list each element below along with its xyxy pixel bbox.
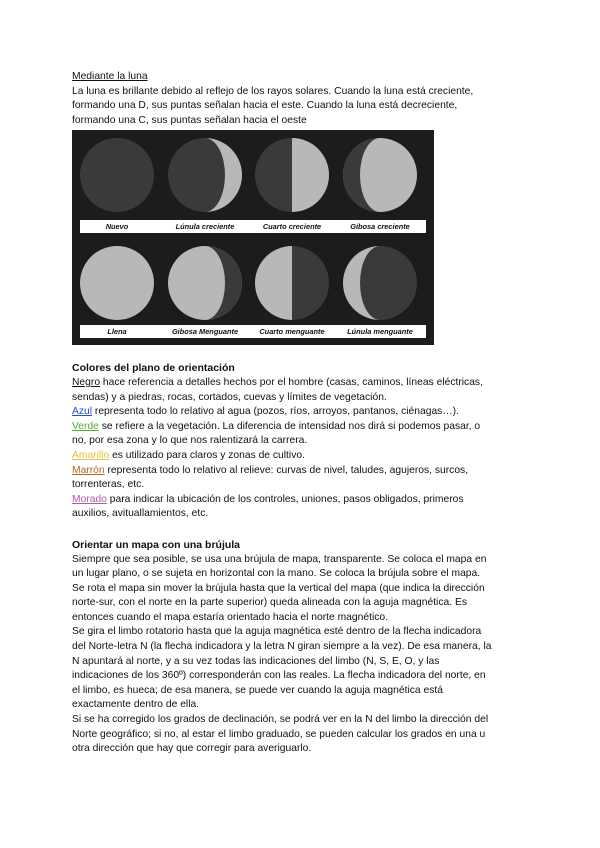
brujula-line: otra dirección que hay que corregir para averiguarlo. [72,743,312,755]
color-text: es utilizado para claros y zonas de cultivo. [109,449,305,461]
brujula-line: exactamente dentro de ella. [72,699,200,711]
document-page [72,70,532,757]
moon-heading: Mediante la luna [72,71,148,82]
brujula-line: del Norte-letra N (la flecha indicadora y la letra N giran siempre a la vez). De esa manera, la [72,641,492,653]
brujula-line: el limbo, es hueca; de esa manera, se puede ver cuando la aguja magnética está [72,684,443,696]
moon-label: Gibosa Menguante [171,327,239,337]
moon-cuarto-menguante [255,246,329,320]
color-line: torrenteras, etc. [72,479,145,491]
color-amarillo [72,449,532,464]
moon-phases-figure [72,130,434,345]
moon-phases-svg [72,130,434,345]
brujula-line: indicaciones de los 360º) corresponderán con las reales. La flecha indicadora del norte, en [72,670,486,682]
color-text: hace referencia a detalles hechos por el hombre (casas, caminos, líneas eléctricas, [100,376,483,388]
brujula-line: norte-sur, con el norte en la parte superior) queda alineada con la aguja magnética. Es [72,597,467,609]
color-label: Verde [72,420,99,432]
moon-line: formando una D, sus puntas señalan hacia el este. Cuando la luna está decreciente, [72,100,458,112]
color-line: auxilios, avituallamientos, etc. [72,508,209,520]
moon-line: La luna es brillante debido al reflejo de los rayos solares. Cuando la luna está creciente, [72,85,474,97]
brujula-line: Se gira el limbo rotatorio hasta que la aguja magnética esté dentro de la flecha indicadora [72,626,482,638]
moon-label: Cuarto menguante [259,327,325,337]
color-line: sendas) y a piedras, rocas, cortados, cuevas y límites de vegetación. [72,391,387,403]
moon-gibosa-creciente [343,138,417,212]
moon-labels-bottom [80,325,426,338]
color-label: Azul [72,406,93,418]
color-marron [72,464,532,479]
color-line: no, por esa zona y lo que nos ralentizará la carrera. [72,435,308,447]
brujula-line: Si se ha corregido los grados de declinación, se podrá ver en la N del limbo la dirección del [72,714,489,726]
moon-line: formando una C, sus puntas señalan hacia el oeste [72,114,307,126]
moon-label: Nuevo [105,222,129,232]
brujula-line: entonces cuando el mapa estaría orientado hacia el norte magnético. [72,611,388,623]
color-text: se refiere a la vegetación. La diferencia de intensidad nos dirá si podemos pasar, o [98,420,481,432]
moon-label: Gibosa creciente [350,222,410,232]
color-morado [72,493,532,508]
moon-label: Lúnula menguante [347,327,413,337]
moon-gibosa-menguante [168,246,242,320]
color-azul [72,405,532,420]
color-label: Morado [72,493,107,505]
color-label: Marrón [72,464,105,476]
brujula-line: Se rota el mapa sin mover la brújula hasta que la vertical del mapa (que indica la dirección [72,582,485,594]
color-text: para indicar la ubicación de los controles, uniones, pasos obligados, primeros [106,493,464,505]
brujula-line: Norte geográfico; si no, al estar el limbo graduado, se pueden calcular los grados en una u [72,728,486,740]
color-text: representa todo lo relativo al agua (pozos, ríos, arroyos, pantanos, ciénagas…). [92,406,459,418]
moon-nuevo [80,138,154,212]
moon-llena [80,246,154,320]
color-verde [72,420,532,435]
moon-label: Llena [107,327,127,337]
moon-label: Cuarto creciente [262,222,322,232]
color-label: Amarillo [72,449,110,461]
brujula-line: N apuntará al norte, y a su vez todas las indicaciones del limbo (N, S, E, O, y las [72,655,440,667]
moon-lunula-menguante [343,246,417,320]
colores-heading: Colores del plano de orientación [72,362,235,375]
color-text: representa todo lo relativo al relieve: curvas de nivel, taludes, agujeros, surcos, [104,464,469,476]
moon-label: Lúnula creciente [175,222,235,232]
brujula-heading: Orientar un mapa con una brújula [72,538,241,551]
moon-labels-top [80,220,426,233]
moon-lunula-creciente [168,138,242,212]
brujula-line: Siempre que sea posible, se usa una brújula de mapa, transparente. Se coloca el mapa en [72,553,487,565]
color-negro [72,376,532,391]
brujula-line: un lugar plano, o se sujeta en horizontal con la mano. Se coloca la brújula sobre el mapa. [72,568,481,580]
color-label: Negro [72,376,101,388]
moon-cuarto-creciente [255,138,329,212]
